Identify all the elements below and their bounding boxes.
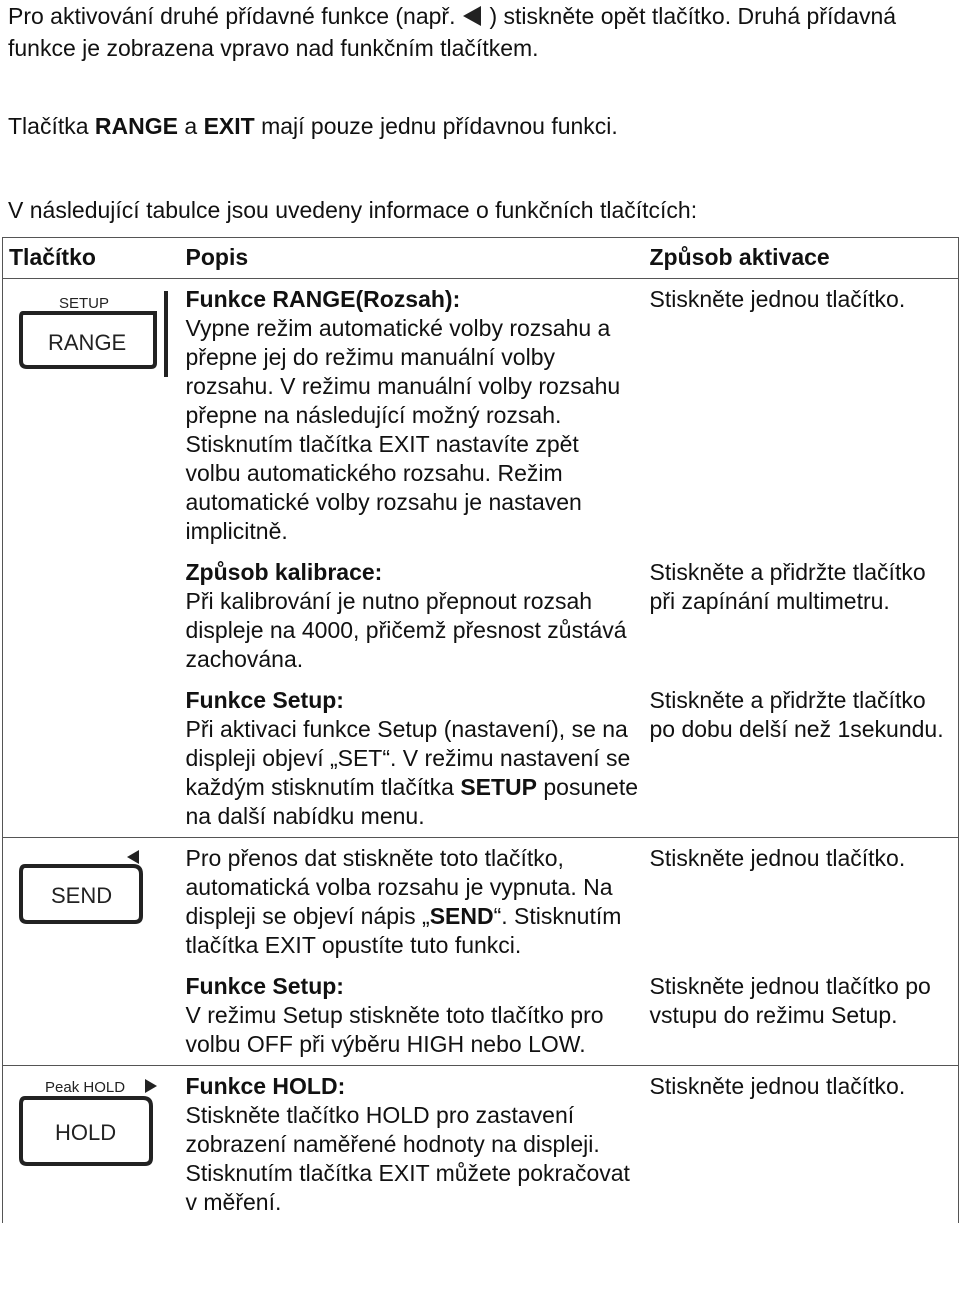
row4-description [180, 838, 644, 967]
row2-activation: Stiskněte a přidržte tlačítko při zapínání multimetru. [644, 552, 959, 680]
row6-activation: Stiskněte jednou tlačítko. [644, 1066, 959, 1224]
send-indicator-icon [127, 850, 139, 864]
row4-activation: Stiskněte jednou tlačítko. [644, 838, 959, 967]
intro-text: mají pouze jednu přídavnou funkci. [254, 113, 618, 139]
send-button [15, 846, 175, 936]
table-header-row [3, 238, 959, 279]
row2-description [180, 552, 644, 680]
row6-heading: Funkce HOLD: [185, 1073, 346, 1099]
row5-heading: Funkce Setup: [185, 973, 344, 999]
intro-paragraph-3: V následující tabulce jsou uvedeny informace o funkčních tlačítcích: [8, 197, 698, 223]
row4-body-text: Pro přenos dat stiskněte toto tlačítko, automatická volba rozsahu je vypnuta. Na displeji se objeví nápis „ [185, 845, 613, 929]
row6-description [180, 1066, 644, 1224]
range-keyword: RANGE [94, 113, 178, 139]
send-keyword: SEND [429, 903, 494, 929]
setup-keyword: SETUP [460, 774, 537, 800]
intro-text: Pro aktivování druhé přídavné funkce (např. [8, 3, 456, 29]
row2-heading: Způsob kalibrace: [185, 559, 383, 585]
header-button: Tlačítko [3, 238, 180, 279]
intro-text: ) stiskněte opět tlačítko. Druhá přídavná funkce je zobrazena vpravo nad funkčním tlačítkem. [8, 3, 897, 61]
hold-button-top-label: Peak HOLD [45, 1079, 126, 1096]
row3-activation: Stiskněte a přidržte tlačítko po dobu delší než 1sekundu. [644, 680, 959, 838]
range-button-top-label: SETUP [59, 295, 110, 312]
range-button [15, 287, 175, 383]
row2-body: Při kalibrování je nutno přepnout rozsah displeje na 4000, přičemž přesnost zůstává zachována. [185, 588, 627, 672]
row1-heading: Funkce RANGE(Rozsah): [185, 286, 461, 312]
exit-keyword: EXIT [203, 113, 255, 139]
row1-body: Vypne režim automatické volby rozsahu a přepne jej do režimu manuální volby rozsahu. V režimu manuální volby rozsahu přepne na následující možný rozsah. Stisknutím tlačítka EXIT nastavíte zpět volbu automatického rozsahu. Režim automatické volby rozsahu je nastaven implicitně. [185, 315, 621, 544]
send-button-cell [3, 838, 180, 1066]
hold-button-cell [3, 1066, 180, 1224]
hold-button-label: HOLD [55, 1120, 117, 1145]
table-row [3, 838, 959, 967]
row5-description [180, 966, 644, 1066]
left-triangle-icon [461, 5, 483, 34]
row1-description [180, 279, 644, 553]
range-button-label: RANGE [48, 330, 127, 355]
row1-activation: Stiskněte jednou tlačítko. [644, 279, 959, 553]
row5-body: V režimu Setup stiskněte toto tlačítko pro volbu OFF při výběru HIGH nebo LOW. [185, 1002, 604, 1057]
intro-text: Tlačítka [8, 113, 95, 139]
intro-paragraph-2 [8, 112, 618, 141]
send-button-label: SEND [51, 883, 113, 908]
hold-indicator-icon [145, 1079, 157, 1093]
row4-body-text: “. Stisknutím tlačítka EXIT opustíte tuto funkci. [185, 903, 622, 958]
row4-body [186, 844, 640, 960]
range-button-cell [3, 279, 180, 838]
row3-description [180, 680, 644, 838]
row3-body [186, 715, 640, 831]
table-row [3, 279, 959, 553]
header-description: Popis [180, 238, 644, 279]
table-row [3, 1066, 959, 1224]
row5-activation: Stiskněte jednou tlačítko po vstupu do režimu Setup. [644, 966, 959, 1066]
row3-body-text: Při aktivaci funkce Setup (nastavení), se na displeji objeví „SET“. V režimu nastavení se každým stisknutím tlačítka [185, 716, 631, 800]
intro-paragraph-1 [8, 2, 908, 63]
header-activation: Způsob aktivace [644, 238, 959, 279]
row3-body-text: posunete na další nabídku menu. [185, 774, 639, 829]
row3-heading: Funkce Setup: [185, 687, 344, 713]
intro-text: a [177, 113, 204, 139]
function-buttons-table [2, 237, 959, 1223]
row6-body: Stiskněte tlačítko HOLD pro zastavení zobrazení naměřené hodnoty na displeji. Stisknutím tlačítka EXIT můžete pokračovat v měření. [185, 1102, 630, 1215]
hold-button [15, 1074, 175, 1170]
